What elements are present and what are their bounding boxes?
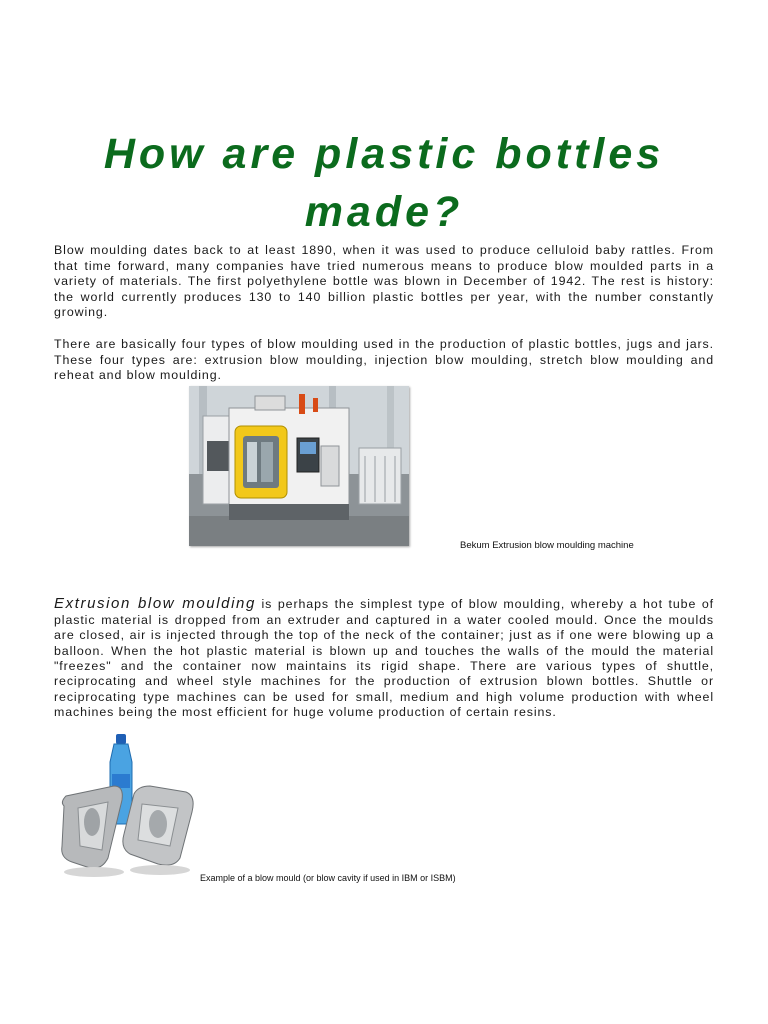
extrusion-lead-phrase: Extrusion blow moulding — [54, 595, 256, 613]
machine-photo-caption: Bekum Extrusion blow moulding machine — [460, 540, 634, 551]
intro-paragraph: Blow moulding dates back to at least 1890, when it was used to produce celluloid baby rattles. From that time forward, many companies have tried numerous means to produce blow moulded parts in a variety of materials. The first polyethylene bottle was blown in December of 1942. The rest is history: the world currently produces 130 to 140 billion plastic bottles per year, with the number constantly growing. — [54, 243, 714, 320]
mould-photo — [54, 722, 200, 884]
extrusion-paragraph — [54, 596, 714, 720]
types-paragraph: There are basically four types of blow moulding used in the production of plastic bottles, jugs and jars. These four types are: extrusion blow moulding, injection blow moulding, stretch blow moulding and reheat and blow moulding. — [54, 337, 714, 383]
page-title: How are plastic bottles made? — [103, 129, 665, 236]
machine-photo — [189, 386, 409, 546]
extrusion-paragraph-body: is perhaps the simplest type of blow moulding, whereby a hot tube of plastic material is dropped from an extruder and captured in a water cooled mould. Once the moulds are closed, air is injected through the top of the neck of the container; just as if one were blowing up a balloon. When the hot plastic material is blown up and touches the walls of the mould the material "freezes" and the container now maintains its rigid shape. There are various types of shuttle, reciprocating and wheel style machines for the production of extrusion blown bottles. Shuttle or reciprocating type machines can be used for small, medium and high volume production with wheel machines being the most efficient for huge volume production of certain resins. — [54, 597, 714, 720]
mould-photo-caption: Example of a blow mould (or blow cavity if used in IBM or ISBM) — [200, 873, 456, 883]
blow-mould-illustration — [54, 722, 200, 884]
blow-moulding-machine-illustration — [189, 386, 409, 546]
